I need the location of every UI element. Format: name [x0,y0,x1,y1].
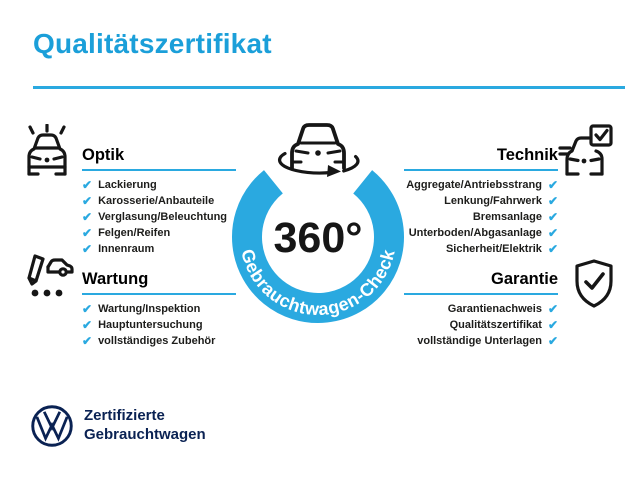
check-icon: ✔ [82,210,93,224]
check-icon: ✔ [82,226,93,240]
car-front-rotate-icon [280,125,358,177]
checklist-item-label: Qualitätszertifikat [449,319,542,331]
checklist-item-label: Garantienachweis [447,303,542,315]
vw-logo [30,404,74,453]
check-icon: ✔ [547,178,558,192]
checklist-item-label: Verglasung/Beleuchtung [98,211,228,223]
page-title: Qualitätszertifikat [33,28,272,59]
section-heading-garantie: Garantie [491,270,558,288]
check-icon: ✔ [82,334,93,348]
check-icon: ✔ [82,318,93,332]
checklist-item [82,179,227,191]
checklist-wartung [82,303,215,351]
check-icon: ✔ [547,242,558,256]
checklist-item [82,243,227,255]
check-icon: ✔ [82,242,93,256]
check-icon: ✔ [547,194,558,208]
checklist-item [82,335,215,347]
checklist-item-label: vollständige Unterlagen [417,335,542,347]
section-heading-wartung: Wartung [82,270,149,288]
check-icon: ✔ [547,334,558,348]
checklist-item-label: Karosserie/Anbauteile [98,195,215,207]
checklist-item [82,195,227,207]
hub-360-check [218,119,418,331]
checklist-item-label: Hauptuntersuchung [98,319,203,331]
degree-label: 360° [273,214,363,262]
section-heading-technik: Technik [496,146,558,164]
checklist-item [82,227,227,239]
check-icon: ✔ [82,178,93,192]
section-underline [404,293,558,295]
shield-check-icon [572,258,616,310]
pen-checklist-car-icon [22,252,74,304]
brand-text [84,406,206,444]
checklist-item-label: Felgen/Reifen [98,227,171,239]
checklist-item-label: Lenkung/Fahrwerk [444,195,542,207]
title-divider [33,86,625,89]
checklist-item [82,303,215,315]
check-icon: ✔ [547,318,558,332]
checklist-item-label: Innenraum [98,243,155,255]
checklist-optik [82,179,227,259]
checklist-item [330,335,558,347]
checklist-item-label: Aggregate/Antriebsstrang [406,179,542,191]
section-underline [82,169,236,171]
checklist-item-label: Lackierung [98,179,157,191]
car-shine-icon [20,124,74,178]
section-underline [82,293,236,295]
ring-label: Gebrauchtwagen-Check [237,246,399,320]
brand-line-1: Zertifizierte [84,407,165,424]
check-icon: ✔ [547,226,558,240]
checklist-item-label: Wartung/Inspektion [98,303,201,315]
checklist-item [82,211,227,223]
section-heading-optik: Optik [82,146,125,164]
checklist-item [82,319,215,331]
checklist-item-label: Unterboden/Abgasanlage [408,227,542,239]
check-icon: ✔ [547,302,558,316]
checklist-item-label: vollständiges Zubehör [98,335,216,347]
check-icon: ✔ [547,210,558,224]
check-icon: ✔ [82,302,93,316]
checklist-item-label: Sicherheit/Elektrik [445,243,542,255]
section-underline [404,169,558,171]
checklist-item-label: Bremsanlage [472,211,542,223]
brand-line-2: Gebrauchtwagen [84,426,206,443]
check-icon: ✔ [82,194,93,208]
car-checkbox-icon [558,124,616,178]
